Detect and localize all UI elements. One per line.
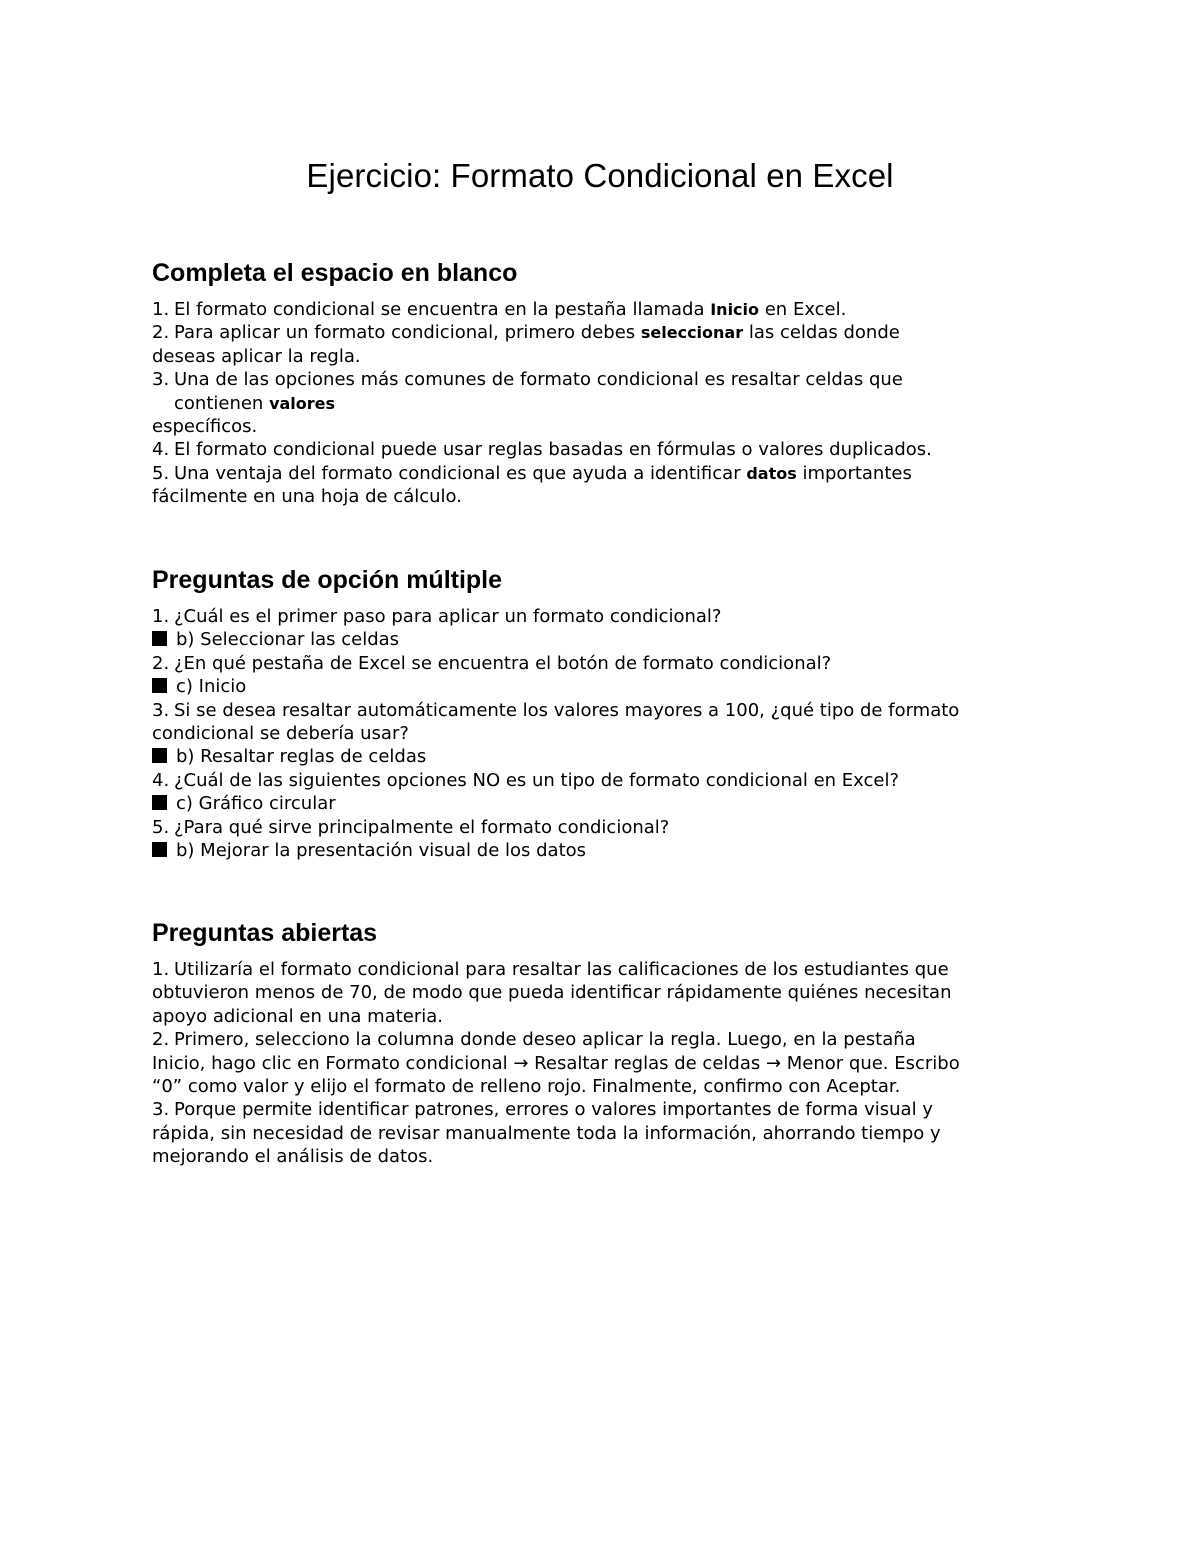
section-heading-mc: Preguntas de opción múltiple [152, 566, 503, 594]
answer-text: seleccionar [640, 323, 744, 343]
fill-item-1: 1. El formato condicional se encuentra en la pestaña llamada Inicio en Excel. [152, 299, 847, 320]
mc-answer-1: b) Seleccionar las celdas [152, 628, 1042, 651]
answer-text: valores [269, 393, 336, 413]
square-bullet-icon [152, 631, 167, 646]
page-title: Ejercicio: Formato Condicional en Excel [306, 157, 894, 194]
multiple-choice-section [152, 564, 1042, 862]
open-answer-2-line-3: “0” como valor y elijo el formato de relleno rojo. Finalmente, confirmo con Aceptar. [152, 1076, 901, 1098]
section-heading-fill: Completa el espacio en blanco [152, 259, 518, 287]
mc-question-1: 1. ¿Cuál es el primer paso para aplicar un formato condicional? [152, 606, 722, 627]
open-answer-3-line-2: rápida, sin necesidad de revisar manualmente toda la información, ahorrando tiempo y [152, 1122, 941, 1144]
fill-item-5-cont: fácilmente en una hoja de cálculo. [152, 486, 462, 508]
fill-item-2-cont: deseas aplicar la regla. [152, 345, 361, 367]
open-answer-2-line-2: Inicio, hago clic en Formato condicional → Resaltar reglas de celdas → Menor que. Escribo [152, 1052, 960, 1074]
mc-question-3: 3. Si se desea resaltar automáticamente los valores mayores a 100, ¿qué tipo de formato [152, 699, 960, 721]
mc-answer-3: b) Resaltar reglas de celdas [152, 745, 1042, 768]
open-questions-section [152, 917, 1042, 1169]
square-bullet-icon [152, 748, 167, 763]
answer-text: datos [746, 463, 797, 483]
fill-item-2: 2. Para aplicar un formato condicional, primero debes seleccionar las celdas donde [152, 322, 900, 344]
fill-item-3-cont: específicos. [152, 416, 258, 438]
open-answer-1: 1. Utilizaría el formato condicional para resaltar las calificaciones de los estudiantes que [152, 959, 949, 980]
open-answer-1-line-2: obtuvieron menos de 70, de modo que pueda identificar rápidamente quiénes necesitan [152, 982, 952, 1004]
mc-answer-4: c) Gráfico circular [152, 792, 1042, 815]
answer-text: Inicio [710, 300, 760, 319]
square-bullet-icon [152, 678, 167, 693]
square-bullet-icon [152, 795, 167, 810]
open-answer-3-line-3: mejorando el análisis de datos. [152, 1146, 434, 1168]
section-heading-open: Preguntas abiertas [152, 919, 378, 947]
mc-answer-5: b) Mejorar la presentación visual de los datos [152, 839, 1042, 862]
square-bullet-icon [152, 842, 167, 857]
open-answer-1-line-3: apoyo adicional en una materia. [152, 1005, 444, 1027]
fill-item-5: 5. Una ventaja del formato condicional es que ayuda a identificar datos importantes [152, 462, 912, 484]
fill-item-3: 3. Una de las opciones más comunes de formato condicional es resaltar celdas que [152, 369, 903, 391]
mc-question-2: 2. ¿En qué pestaña de Excel se encuentra el botón de formato condicional? [152, 652, 832, 674]
open-answer-3: 3. Porque permite identificar patrones, errores o valores importantes de forma visual y [152, 1099, 933, 1121]
mc-answer-2: c) Inicio [152, 675, 1042, 698]
fill-item-4: 4. El formato condicional puede usar reglas basadas en fórmulas o valores duplicados. [152, 439, 932, 461]
fill-in-blank-section [152, 257, 1042, 509]
mc-question-3-cont: condicional se debería usar? [152, 723, 409, 745]
mc-question-5: 5. ¿Para qué sirve principalmente el formato condicional? [152, 816, 670, 838]
mc-question-4: 4. ¿Cuál de las siguientes opciones NO es un tipo de formato condicional en Excel? [152, 769, 900, 791]
fill-item-3-answer-line: contienen valores [174, 392, 336, 414]
open-answer-2: 2. Primero, selecciono la columna donde deseo aplicar la regla. Luego, en la pestaña [152, 1029, 916, 1051]
